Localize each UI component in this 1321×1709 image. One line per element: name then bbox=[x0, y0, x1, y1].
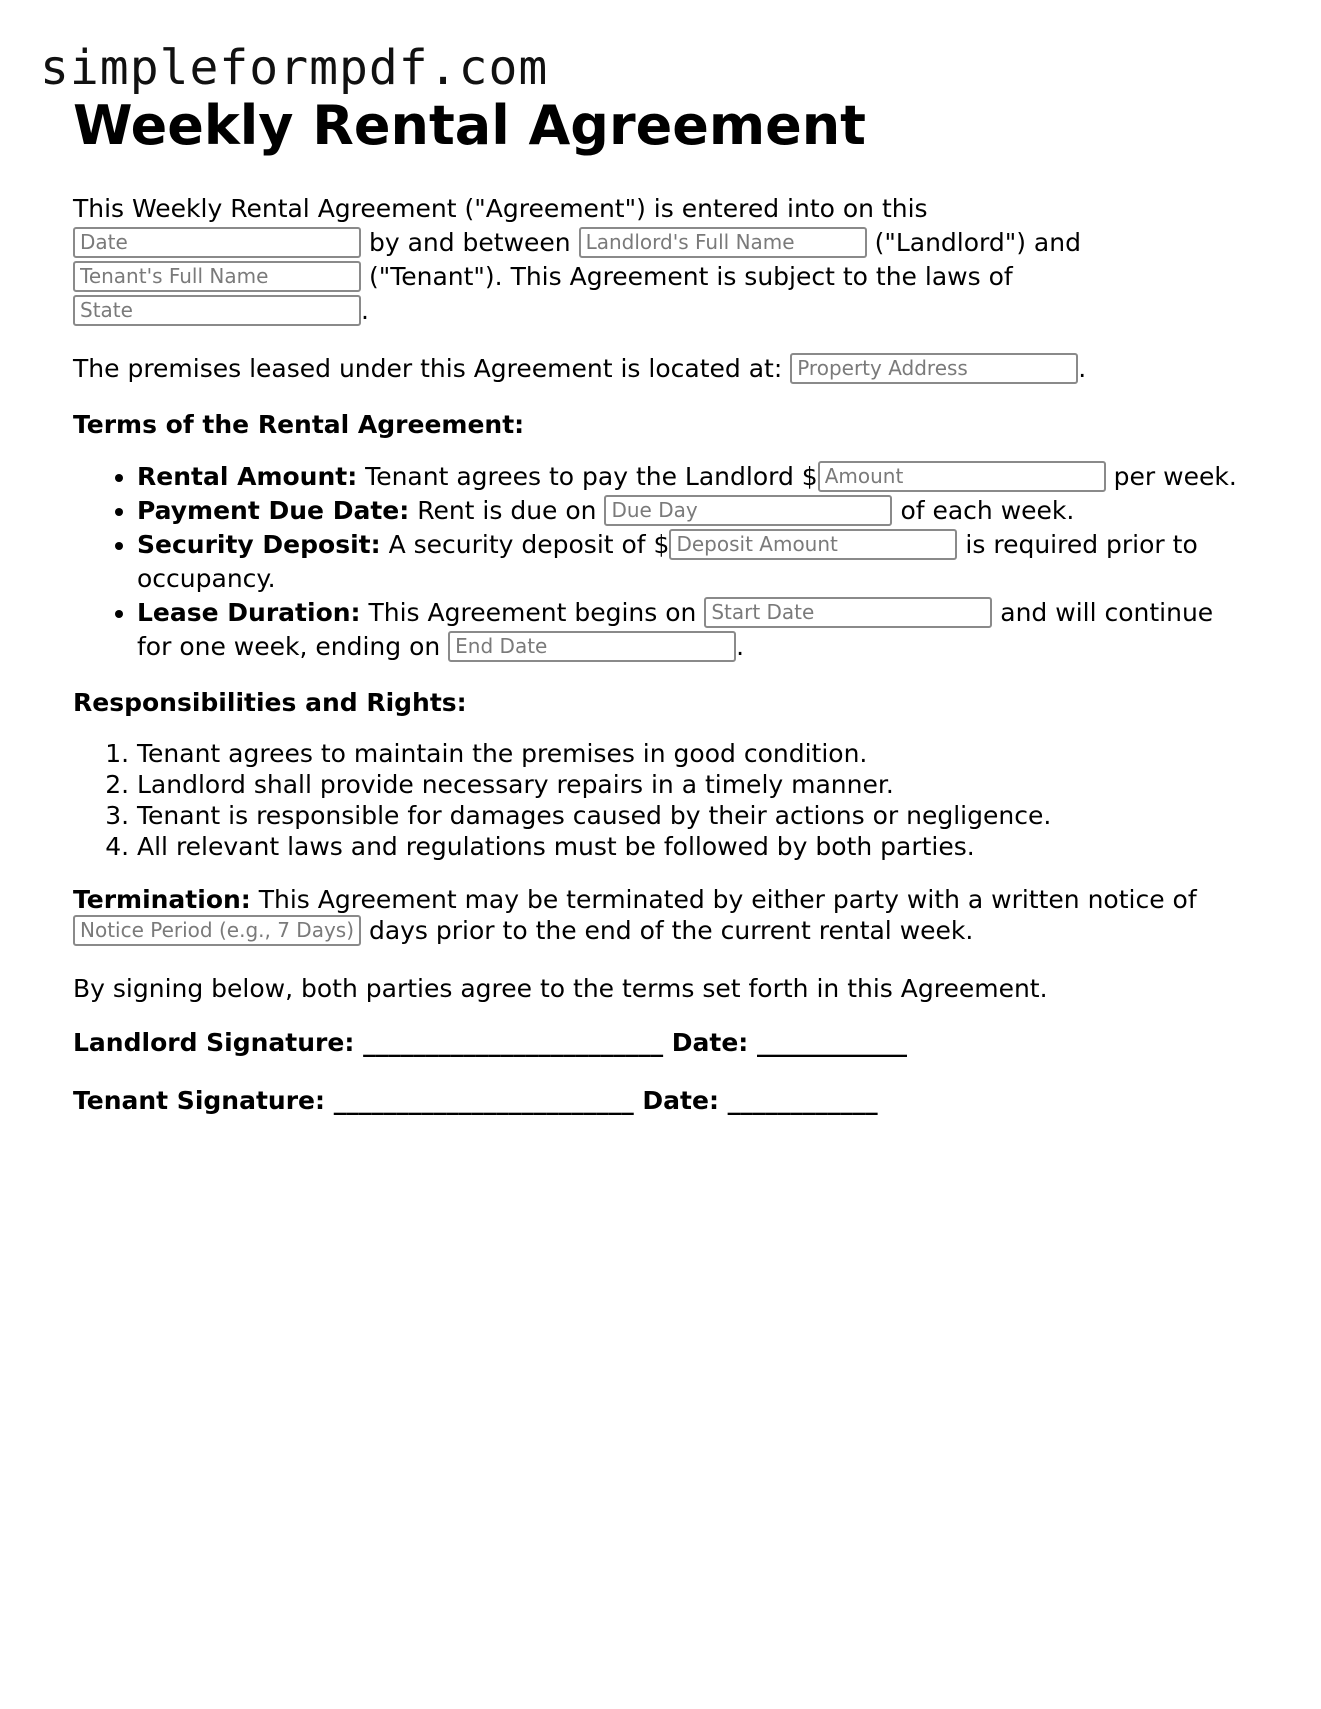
rental-amount-text: Tenant agrees to pay the Landlord $ bbox=[365, 462, 818, 491]
terms-list bbox=[73, 460, 1253, 664]
tenant-name-input[interactable] bbox=[73, 261, 361, 292]
start-date-input[interactable] bbox=[704, 597, 992, 628]
responsibilities-heading: Responsibilities and Rights: bbox=[73, 688, 467, 717]
landlord-signature-label: Landlord Signature: bbox=[73, 1027, 355, 1057]
security-deposit-suffix: is required prior to occupancy. bbox=[137, 530, 1198, 593]
payment-due-label: Payment Due Date: bbox=[137, 496, 410, 525]
landlord-name-input[interactable] bbox=[579, 227, 867, 258]
intro-text-1: This Weekly Rental Agreement ("Agreement") is entered into on this bbox=[73, 194, 928, 223]
premises-paragraph bbox=[73, 352, 1253, 386]
term-rental-amount bbox=[137, 460, 1253, 494]
intro-text-5: . bbox=[361, 296, 369, 325]
termination-label: Termination: bbox=[73, 885, 251, 914]
signing-statement: By signing below, both parties agree to the terms set forth in this Agreement. bbox=[73, 973, 1048, 1003]
state-input[interactable] bbox=[73, 295, 361, 326]
list-item: 2. Landlord shall provide necessary repairs in a timely manner. bbox=[137, 769, 1253, 800]
rent-amount-input[interactable] bbox=[818, 461, 1106, 492]
intro-paragraph bbox=[73, 192, 1253, 328]
list-item: 3. Tenant is responsible for damages caused by their actions or negligence. bbox=[137, 800, 1253, 831]
payment-due-suffix: of each week. bbox=[900, 496, 1075, 525]
due-day-input[interactable] bbox=[604, 495, 892, 526]
term-lease-duration bbox=[137, 596, 1253, 664]
termination-suffix: days prior to the end of the current rental week. bbox=[368, 916, 974, 945]
landlord-signature-row bbox=[73, 1026, 1253, 1060]
terms-heading: Terms of the Rental Agreement: bbox=[73, 410, 525, 439]
list-item: 1. Tenant agrees to maintain the premises in good condition. bbox=[137, 738, 1253, 769]
intro-text-4: ("Tenant"). This Agreement is subject to the laws of bbox=[368, 262, 1013, 291]
watermark: simpleformpdf.com bbox=[40, 40, 549, 96]
responsibilities-list bbox=[73, 738, 1253, 862]
term-security-deposit bbox=[137, 528, 1253, 596]
deposit-amount-input[interactable] bbox=[669, 529, 957, 560]
tenant-signature-line[interactable]: ________________________ bbox=[333, 1085, 634, 1115]
rental-amount-label: Rental Amount: bbox=[137, 462, 358, 491]
termination-text: This Agreement may be terminated by either party with a written notice of bbox=[258, 885, 1197, 914]
end-date-input[interactable] bbox=[448, 631, 736, 662]
premises-text: The premises leased under this Agreement is located at: bbox=[73, 354, 783, 383]
property-address-input[interactable] bbox=[790, 353, 1078, 384]
landlord-date-line[interactable]: ____________ bbox=[757, 1027, 908, 1057]
payment-due-text: Rent is due on bbox=[417, 496, 597, 525]
termination-paragraph bbox=[73, 884, 1253, 948]
document bbox=[73, 90, 1253, 1118]
intro-text-3: ("Landlord") and bbox=[874, 228, 1081, 257]
premises-end: . bbox=[1078, 354, 1087, 383]
tenant-signature-row bbox=[73, 1084, 1253, 1118]
rental-amount-suffix: per week. bbox=[1113, 462, 1237, 491]
list-item: 4. All relevant laws and regulations must be followed by both parties. bbox=[137, 831, 1253, 862]
security-deposit-label: Security Deposit: bbox=[137, 530, 381, 559]
lease-duration-label: Lease Duration: bbox=[137, 598, 361, 627]
landlord-signature-line[interactable]: ________________________ bbox=[363, 1027, 664, 1057]
tenant-date-line[interactable]: ____________ bbox=[727, 1085, 878, 1115]
lease-duration-end: . bbox=[736, 632, 745, 661]
lease-duration-text: This Agreement begins on bbox=[368, 598, 697, 627]
page-title: Weekly Rental Agreement bbox=[73, 94, 866, 157]
tenant-signature-label: Tenant Signature: bbox=[73, 1085, 325, 1115]
agreement-date-input[interactable] bbox=[73, 227, 361, 258]
notice-period-input[interactable] bbox=[73, 915, 361, 946]
term-payment-due bbox=[137, 494, 1253, 528]
tenant-date-label: Date: bbox=[642, 1085, 719, 1115]
lease-duration-text-2: and will continue for one week, ending on bbox=[137, 598, 1214, 661]
intro-text-2: by and between bbox=[368, 228, 571, 257]
landlord-date-label: Date: bbox=[671, 1027, 749, 1057]
security-deposit-text: A security deposit of $ bbox=[388, 530, 670, 559]
